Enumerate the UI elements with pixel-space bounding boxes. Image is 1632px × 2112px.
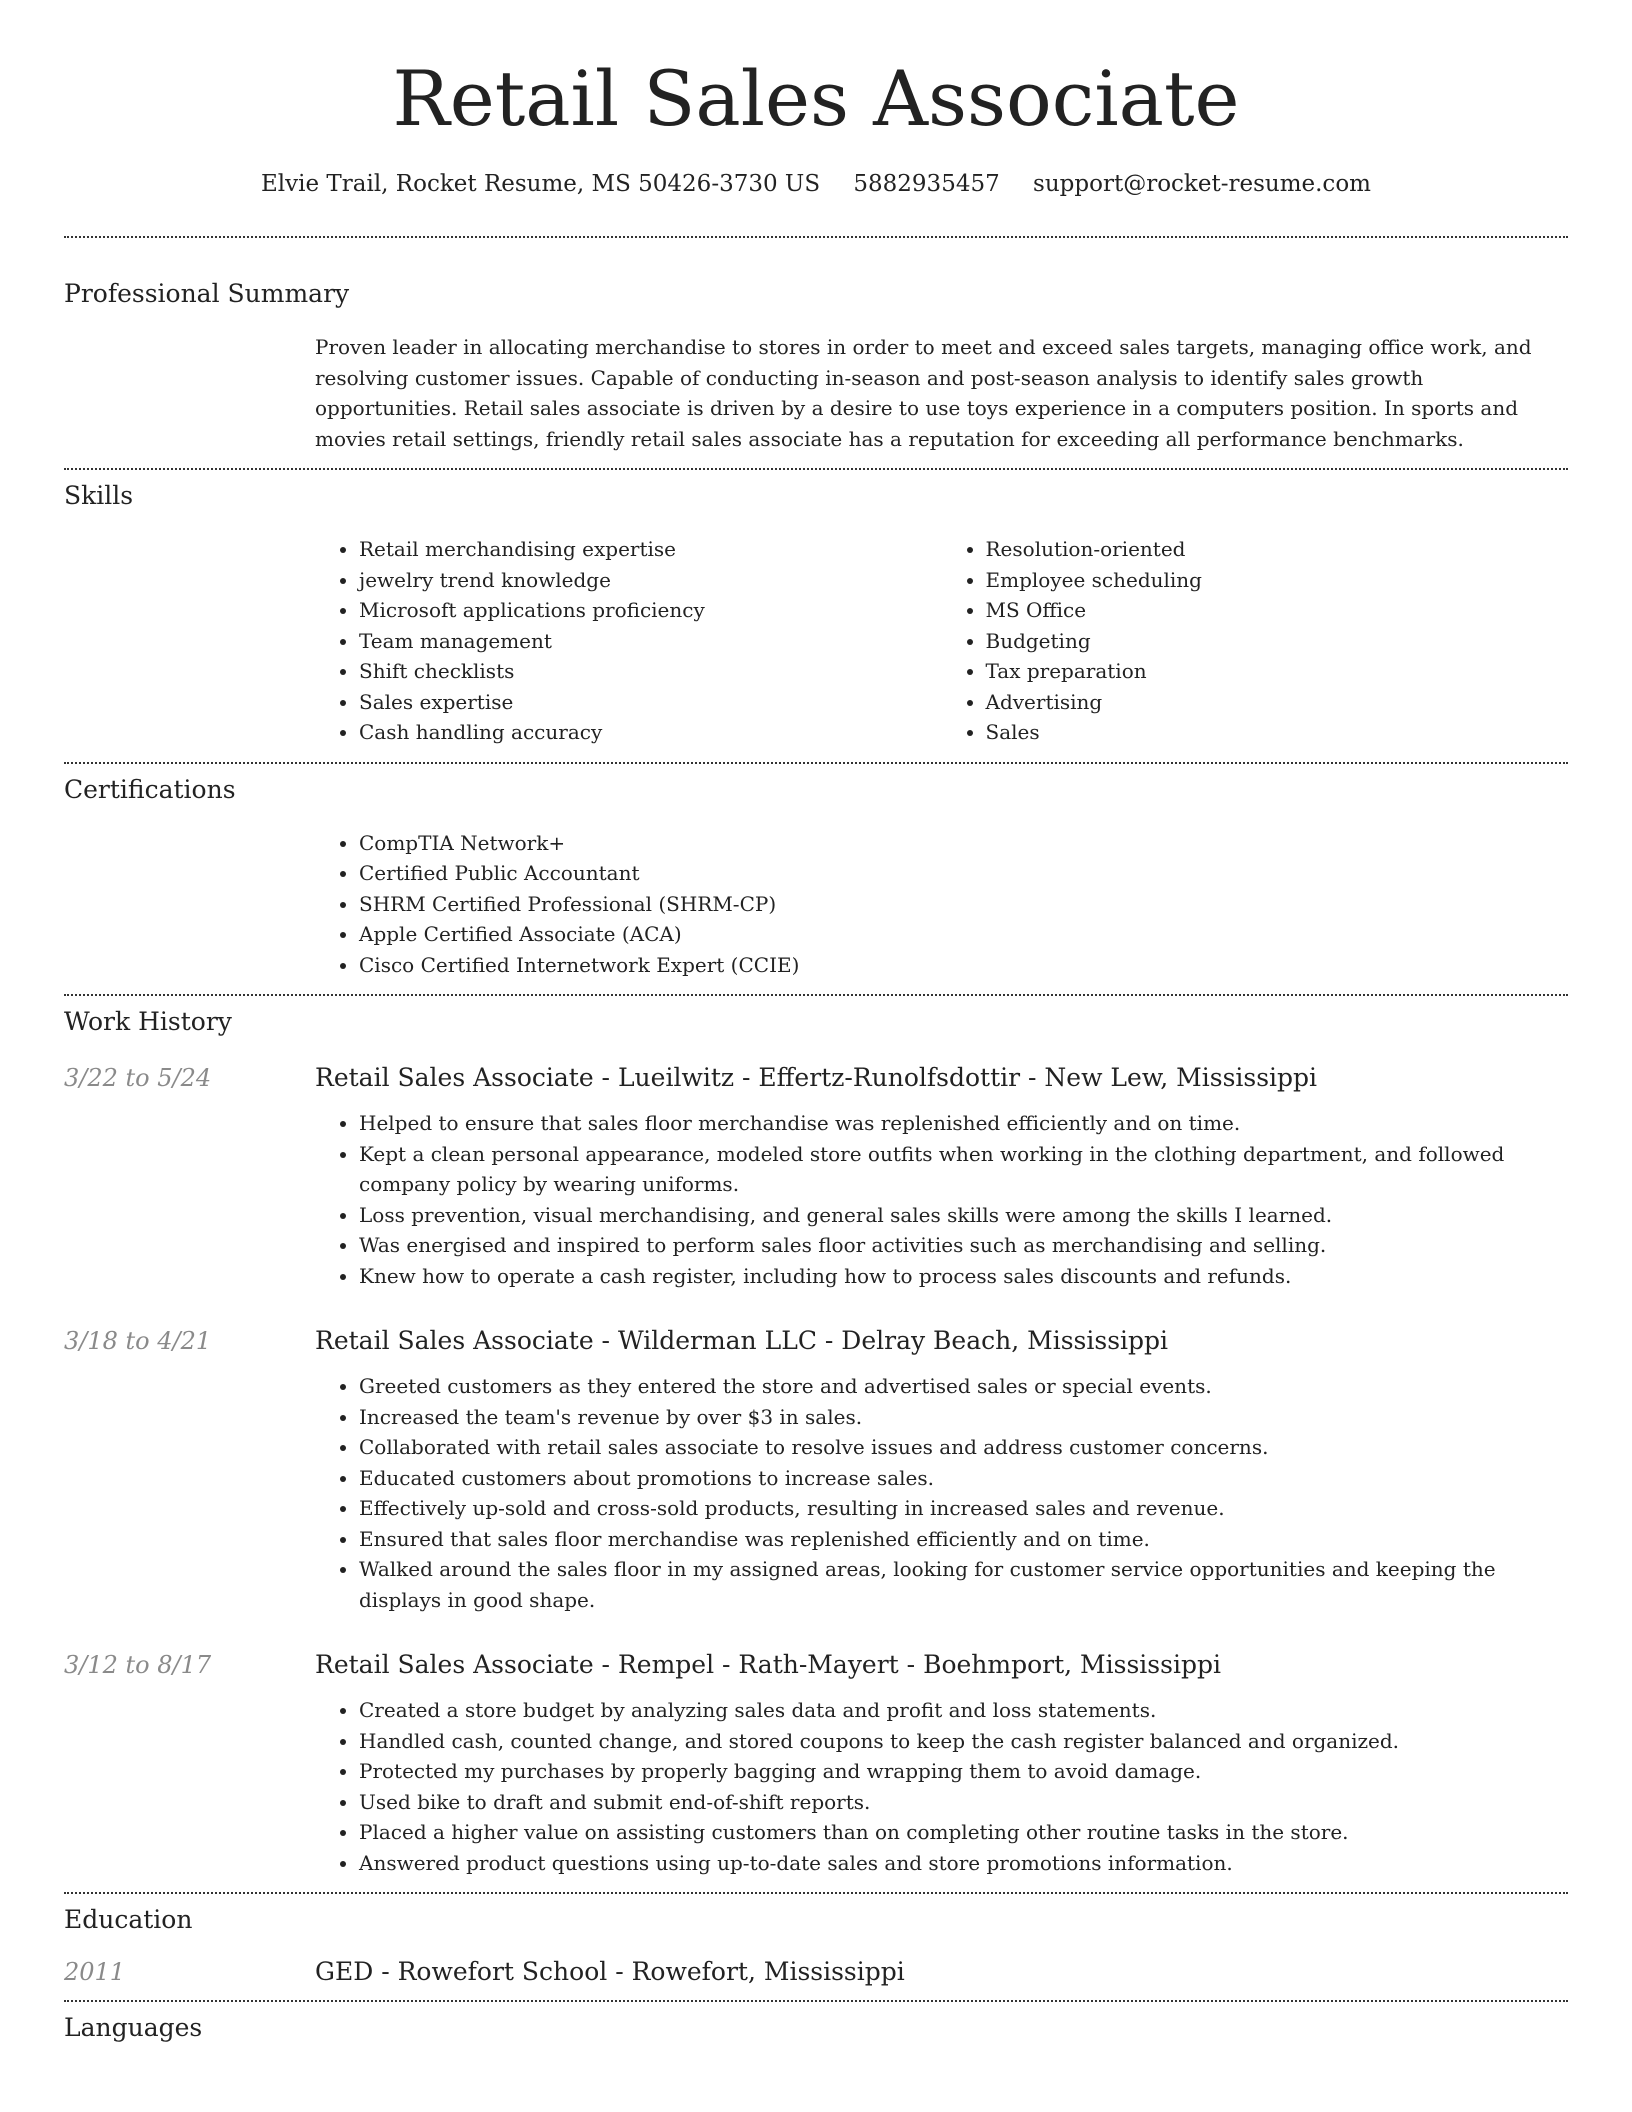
job-bullet: • Used bike to draft and submit end-of-shift reports. xyxy=(359,1787,1568,1818)
certification-item: • SHRM Certified Professional (SHRM-CP) xyxy=(359,889,1568,920)
certifications-heading: Certifications xyxy=(64,774,236,804)
skill-item: • Team management xyxy=(359,626,942,657)
contact-line xyxy=(64,168,1568,200)
skill-item: • jewelry trend knowledge xyxy=(359,565,942,596)
job-date: 3/18 to 4/21 xyxy=(64,1327,212,1355)
certification-item: • CompTIA Network+ xyxy=(359,828,1568,859)
job-bullet: • Effectively up-sold and cross-sold products, resulting in increased sales and revenue. xyxy=(359,1493,1568,1524)
skill-item: • Sales xyxy=(986,717,1569,748)
certification-item: • Cisco Certified Internetwork Expert (CCIE) xyxy=(359,950,1568,981)
job-bullet: • Kept a clean personal appearance, modeled store outfits when working in the clothing department, and followed company policy by wearing uniforms. xyxy=(359,1139,1568,1200)
job-bullet: • Protected my purchases by properly bagging and wrapping them to avoid damage. xyxy=(359,1756,1568,1787)
resume-page xyxy=(64,0,1568,2044)
job-title: Retail Sales Associate - Wilderman LLC - Delray Beach, Mississippi xyxy=(315,1326,1169,1355)
job-bullet: • Educated customers about promotions to increase sales. xyxy=(359,1463,1568,1494)
education-year: 2011 xyxy=(64,1958,126,1986)
job-bullet: • Was energised and inspired to perform sales floor activities such as merchandising and selling. xyxy=(359,1230,1568,1261)
skills-list-left xyxy=(315,534,942,748)
skill-item: • Employee scheduling xyxy=(986,565,1569,596)
job-entry xyxy=(64,1649,1568,1878)
job-bullet: • Loss prevention, visual merchandising, and general sales skills were among the skills I learned. xyxy=(359,1200,1568,1231)
divider xyxy=(64,1892,1568,1894)
summary-section xyxy=(64,278,1568,454)
certification-item: • Certified Public Accountant xyxy=(359,858,1568,889)
job-bullet: • Increased the team's revenue by over $3 in sales. xyxy=(359,1402,1568,1433)
education-heading: Education xyxy=(64,1905,193,1934)
skill-item: • Microsoft applications proficiency xyxy=(359,595,942,626)
job-bullet: • Handled cash, counted change, and stored coupons to keep the cash register balanced and organized. xyxy=(359,1726,1568,1757)
job-bullet: • Helped to ensure that sales floor merchandise was replenished efficiently and on time. xyxy=(359,1108,1568,1139)
skill-item: • Advertising xyxy=(986,687,1569,718)
certification-item: • Apple Certified Associate (ACA) xyxy=(359,919,1568,950)
job-bullet: • Walked around the sales floor in my assigned areas, looking for customer service opportunities and keeping the displays in good shape. xyxy=(359,1554,1568,1615)
summary-heading: Professional Summary xyxy=(64,279,350,308)
job-date: 3/12 to 8/17 xyxy=(64,1651,212,1679)
contact-phone: 5882935457 xyxy=(853,171,1000,197)
skills-list-right xyxy=(942,534,1569,748)
job-bullet: • Greeted customers as they entered the store and advertised sales or special events. xyxy=(359,1371,1568,1402)
job-bullet: • Ensured that sales floor merchandise was replenished efficiently and on time. xyxy=(359,1524,1568,1555)
resume-title: Retail Sales Associate xyxy=(392,54,1240,143)
summary-text: Proven leader in allocating merchandise to stores in order to meet and exceed sales targets, managing office work, and resolving customer issues. Capable of conducting in-season and post-season analysis to identify sales growth opportunities. Retail sales associate is driven by a desire to use toys experience in a computers position. In sports and movies retail settings, friendly retail sales associate has a reputation for exceeding all performance benchmarks. xyxy=(315,335,1532,451)
education-entry xyxy=(64,1956,1568,1988)
languages-heading: Languages xyxy=(64,2013,203,2042)
divider xyxy=(64,236,1568,238)
divider xyxy=(64,468,1568,470)
job-bullet: • Placed a higher value on assisting customers than on completing other routine tasks in the store. xyxy=(359,1817,1568,1848)
certifications-list xyxy=(315,828,1568,981)
job-bullet: • Answered product questions using up-to-date sales and store promotions information. xyxy=(359,1848,1568,1879)
skill-item: • Budgeting xyxy=(986,626,1569,657)
skill-item: • Retail merchandising expertise xyxy=(359,534,942,565)
job-entry xyxy=(64,1325,1568,1615)
education-title: GED - Rowefort School - Rowefort, Mississippi xyxy=(315,1957,905,1986)
skill-item: • Resolution-oriented xyxy=(986,534,1569,565)
job-title: Retail Sales Associate - Rempel - Rath-Mayert - Boehmport, Mississippi xyxy=(315,1650,1221,1679)
certifications-list-wrap xyxy=(315,828,1568,981)
divider xyxy=(64,2000,1568,2002)
job-title: Retail Sales Associate - Lueilwitz - Effertz-Runolfsdottir - New Lew, Mississippi xyxy=(315,1063,1318,1092)
languages-section xyxy=(64,2012,1568,2044)
skill-item: • MS Office xyxy=(986,595,1569,626)
job-bullets xyxy=(315,1695,1568,1878)
contact-address: Elvie Trail, Rocket Resume, MS 50426-3730 US xyxy=(261,171,821,197)
job-entry xyxy=(64,1062,1568,1291)
job-bullet: • Knew how to operate a cash register, including how to process sales discounts and refunds. xyxy=(359,1261,1568,1292)
certifications-section xyxy=(64,774,1568,981)
job-bullet: • Created a store budget by analyzing sales data and profit and loss statements. xyxy=(359,1695,1568,1726)
skills-heading: Skills xyxy=(64,481,134,510)
contact-email[interactable]: support@rocket-resume.com xyxy=(1033,171,1371,197)
skill-item: • Shift checklists xyxy=(359,656,942,687)
job-date: 3/22 to 5/24 xyxy=(64,1064,212,1092)
work-history-heading: Work History xyxy=(64,1007,232,1036)
skill-item: • Tax preparation xyxy=(986,656,1569,687)
job-bullet: • Collaborated with retail sales associate to resolve issues and address customer concerns. xyxy=(359,1432,1568,1463)
work-history-section xyxy=(64,1006,1568,1878)
job-bullets xyxy=(315,1108,1568,1291)
job-bullets xyxy=(315,1371,1568,1615)
skills-grid xyxy=(315,534,1568,748)
divider xyxy=(64,762,1568,764)
skill-item: • Cash handling accuracy xyxy=(359,717,942,748)
divider xyxy=(64,994,1568,996)
education-section xyxy=(64,1904,1568,1988)
skills-section xyxy=(64,480,1568,748)
skill-item: • Sales expertise xyxy=(359,687,942,718)
